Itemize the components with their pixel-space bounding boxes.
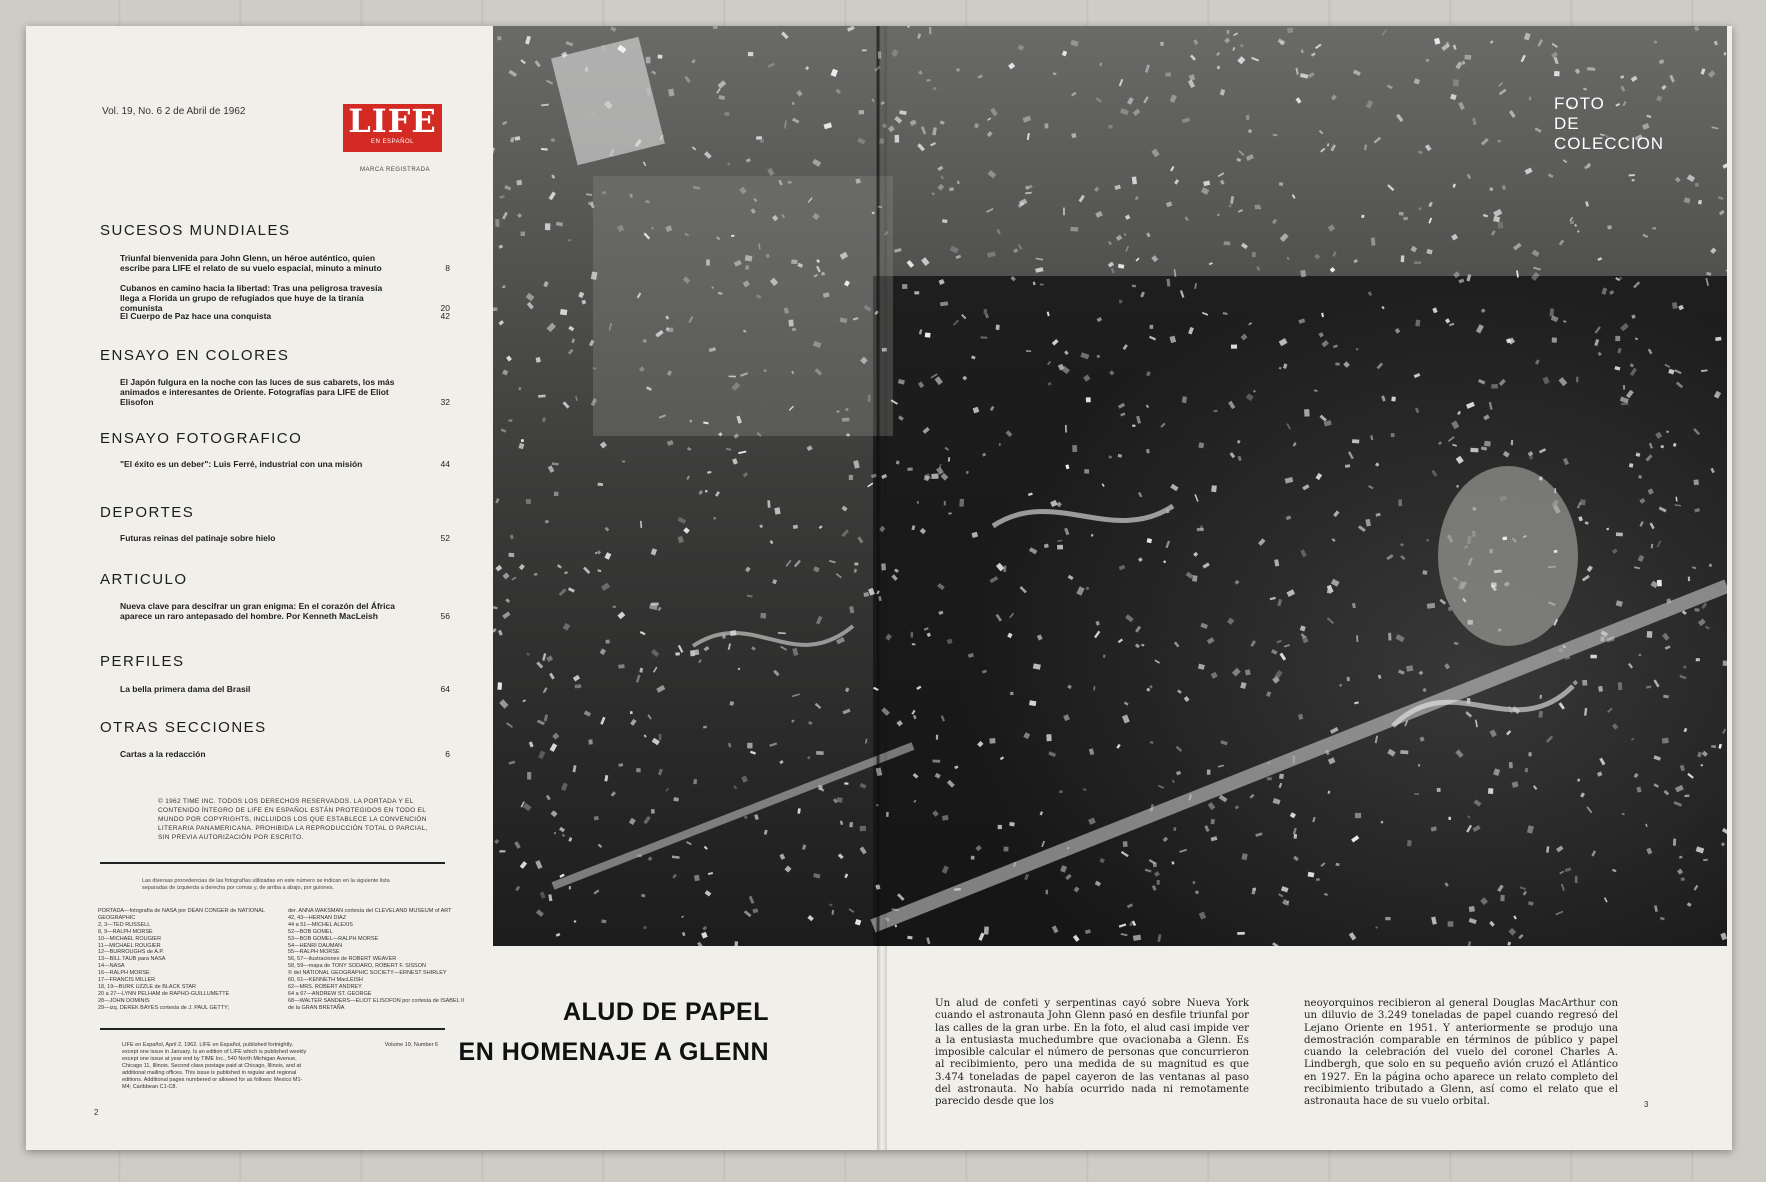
headline <box>426 992 769 1072</box>
caption-column-1: Un alud de confeti y serpentinas cayó sobre Nueva York cuando el astronauta John Glenn pasó en desfile triunfal por las calles de la gran urbe. En la foto, el alud casi impide ver a la entusiasta muchedumbre que ovacionaba a Glenn. Es imposible calcular el número de personas que concurrieron al recibimiento, pero una medida de su magnitud es que 3.474 toneladas de papel cayeron de las ventanas al paso del astronauta. No había ocurrido nada ni remotamente parecido desde que los <box>935 998 1249 1108</box>
toc-entry-page: 32 <box>440 397 450 407</box>
photo-rendering <box>493 26 1727 946</box>
toc-entry[interactable] <box>120 684 450 694</box>
publication-info: LIFE en Español, April 2, 1962. LIFE en Español, published fortnightly, except one issue in January. Is an edition of LIFE which is published weekly except one issue at year end by TIME Inc., 540 North Michigan Avenue, Chicago 11, Illinois. Second class postage paid at Chicago, Illinois, and at additional mailing offices. This issue is published in regular and regional editions. Additional pages numbered or allowed for as follows: Mexico M1-M4; Caribbean C1-C8. <box>122 1042 307 1090</box>
logo-wordmark: LIFE <box>348 102 437 140</box>
toc-entry-text: Cubanos en camino hacia la libertad: Tras una peligrosa travesía llega a Florida un grupo de refugiados que huye de la tiranía comunista <box>120 283 383 313</box>
toc-entry-page: 56 <box>440 611 450 621</box>
toc-entry[interactable] <box>120 377 450 407</box>
caption-column-2: neoyorquinos recibieron al general Douglas MacArthur con un diluvio de 3.249 toneladas de papel cuando regresó del Lejano Oriente en 1951. Y anteriormente se produjo una demostración comparable en términos de público y papel cuando la celebración del vuelo del coronel Charles A. Lindbergh, que solo en su pequeño avión cruzó el Atlántico en 1927. En la página ocho aparece un relato completo del recibimiento tributado a Glenn, así como el relato que el astronauta hace de su vuelo orbital. <box>1304 998 1618 1108</box>
toc-entry-text: El Japón fulgura en la noche con las luces de sus cabarets, los más animados e interesantes de Oriente. Fotografías para LIFE de Eliot Elisofon <box>120 377 395 407</box>
toc-entry-page: 42 <box>440 311 450 321</box>
toc-entry-text: Cartas a la redacción <box>120 749 206 759</box>
toc-entry[interactable] <box>120 311 450 321</box>
confetti-photograph <box>493 26 1727 946</box>
section-title: ENSAYO EN COLORES <box>100 347 290 364</box>
page-number-left: 2 <box>94 1108 99 1117</box>
center-fold <box>877 26 887 1150</box>
section-title: ARTICULO <box>100 571 188 588</box>
section-title: PERFILES <box>100 653 185 670</box>
photo-credits-left: PORTADA—fotografía de NASA por DEAN CONGER de NATIONAL GEOGRAPHIC 2, 3—TED RUSSELL 8, 9—RALPH MORSE 10—MICHAEL ROUGIER 11—MICHAEL ROUGIER 12—BURROUGHS de A.P. 13—BILL TAUB para NASA 14—NASA 16—RALPH MORSE 17—FRANCIS MILLER 18, 19—BURK UZZLE de BLACK STAR 20 a 27—LYNN PELHAM de RAPHO-GUILLUMETTE 28—JOHN DOMINIS 29—izq. DEREK BAYES cortesía de J. PAUL GETTY; <box>98 908 265 1011</box>
logo-subtitle: EN ESPAÑOL <box>371 139 414 145</box>
table-of-contents-page <box>26 26 493 1150</box>
toc-entry-text: "El éxito es un deber": Luis Ferré, industrial con una misión <box>120 459 363 469</box>
divider <box>100 1028 445 1030</box>
toc-entry-page: 8 <box>445 263 450 273</box>
photo-credits-right: der. ANNA WAKSMAN cortesía del CLEVELAND MUSEUM of ART 42, 43—HERNAN DIAZ 44 a 51—MICHEL ALEXIS 52—BOB GOMEL 53—BOB GOMEL—RALPH MORSE 54—HENRI DAUMAN 55—RALPH MORSE 56, 57—ilustraciones de ROBERT WEAVER 58, 59—mapa de TONY SODARO, ROBERT F. SISSON © del NATIONAL GEOGRAPHIC SOCIETY—ERNEST SHIRLEY 60, 61—KENNETH MacLEISH 62—MRS. ROBERT ANDREY 64 a 67—ANDREW ST. GEORGE 68—WALTER SANDERS—ELIOT ELISOFON por cortesía de ISABEL II de la GRAN BRETAÑA <box>288 908 465 1011</box>
copyright-notice: © 1962 TIME INC. TODOS LOS DERECHOS RESERVADOS. LA PORTADA Y EL CONTENIDO ÍNTEGRO DE LIFE EN ESPAÑOL ESTÁN PROTEGIDOS EN TODO EL MUNDO POR COPYRIGHTS, INCLUIDOS LOS QUE ESTABLECE LA CONVENCIÓN LITERARIA PANAMERICANA. PROHIBIDA LA REPRODUCCIÓN TOTAL O PARCIAL, SIN PREVIA AUTORIZACIÓN POR ESCRITO. <box>158 798 428 841</box>
page-number-right: 3 <box>1644 1100 1649 1109</box>
toc-entry-text: Nueva clave para descifrar un gran enigma: En el corazón del África aparece un raro antepasado del hombre. Por Kenneth MacLeish <box>120 601 395 621</box>
magazine-spread <box>26 26 1732 1150</box>
toc-entry-page: 20 <box>440 303 450 313</box>
toc-entry-text: Triunfal bienvenida para John Glenn, un héroe auténtico, quien escribe para LIFE el relato de su vuelo espacial, minuto a minuto <box>120 253 382 273</box>
toc-entry-page: 64 <box>440 684 450 694</box>
toc-entry-page: 44 <box>440 459 450 469</box>
divider <box>100 862 445 864</box>
toc-entry[interactable] <box>120 253 450 273</box>
photo-credits-intro: Las diversas procedencias de las fotografías utilizadas en este número se indican en la siguiente lista separadas de izquierda a derecha por comas y, de arriba a abajo, por guiones. <box>142 878 390 891</box>
toc-entry-text: El Cuerpo de Paz hace una conquista <box>120 311 272 321</box>
trademark-note: MARCA REGISTRADA <box>360 167 431 173</box>
section-title: DEPORTES <box>100 504 195 521</box>
headline-line-1: ALUD DE PAPEL <box>562 998 769 1026</box>
toc-entry[interactable] <box>120 601 450 621</box>
toc-entry-page: 52 <box>440 533 450 543</box>
issue-info: Vol. 19, No. 6 2 de Abril de 1962 <box>102 106 246 117</box>
photo-collection-label: FOTO DE COLECCION <box>1554 94 1665 153</box>
toc-entry-text: Futuras reinas del patinaje sobre hielo <box>120 533 276 543</box>
toc-entry[interactable] <box>120 283 450 313</box>
toc-entry-text: La bella primera dama del Brasil <box>120 684 251 694</box>
toc-entry-page: 6 <box>445 749 450 759</box>
life-logo <box>343 104 442 152</box>
toc-entry[interactable] <box>120 459 450 469</box>
headline-line-2: EN HOMENAJE A GLENN <box>458 1038 769 1066</box>
section-title: ENSAYO FOTOGRAFICO <box>100 430 303 447</box>
section-title: SUCESOS MUNDIALES <box>100 222 291 239</box>
volume-info: Volume 19, Number 6 <box>384 1042 438 1048</box>
toc-entry[interactable] <box>120 533 450 543</box>
section-title: OTRAS SECCIONES <box>100 719 267 736</box>
toc-entry[interactable] <box>120 749 450 759</box>
